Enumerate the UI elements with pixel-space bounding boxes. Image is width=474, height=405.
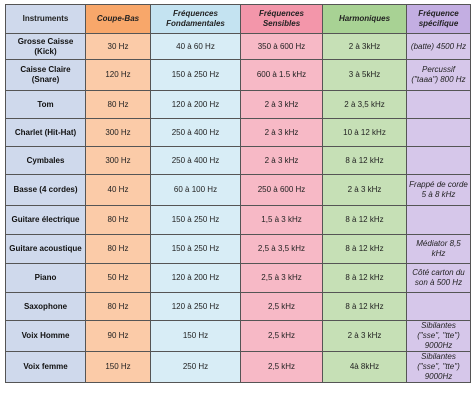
cell-fondamentales: 150 Hz bbox=[151, 321, 241, 352]
cell-harmoniques: 2 à 3kHz bbox=[323, 34, 407, 60]
cell-instrument: Grosse Caisse (Kick) bbox=[6, 34, 86, 60]
cell-sensibles: 350 à 600 Hz bbox=[241, 34, 323, 60]
header-instruments: Instruments bbox=[6, 5, 86, 34]
cell-specifique: Frappé de corde 5 à 8 kHz bbox=[407, 175, 471, 206]
cell-instrument: Basse (4 cordes) bbox=[6, 175, 86, 206]
header-sensibles: Fréquences Sensibles bbox=[241, 5, 323, 34]
cell-coupe-bas: 40 Hz bbox=[86, 175, 151, 206]
cell-specifique bbox=[407, 119, 471, 147]
cell-instrument: Voix Homme bbox=[6, 321, 86, 352]
cell-coupe-bas: 30 Hz bbox=[86, 34, 151, 60]
cell-sensibles: 2 à 3 kHz bbox=[241, 147, 323, 175]
table-row bbox=[6, 235, 471, 264]
frequency-table bbox=[5, 4, 471, 383]
cell-coupe-bas: 50 Hz bbox=[86, 264, 151, 293]
table-row bbox=[6, 206, 471, 235]
table-body bbox=[6, 34, 471, 383]
cell-harmoniques: 4à 8kHz bbox=[323, 352, 407, 383]
cell-fondamentales: 250 Hz bbox=[151, 352, 241, 383]
cell-specifique: Médiator 8,5 kHz bbox=[407, 235, 471, 264]
table-row bbox=[6, 91, 471, 119]
cell-fondamentales: 120 à 250 Hz bbox=[151, 293, 241, 321]
cell-harmoniques: 2 à 3 kHz bbox=[323, 321, 407, 352]
cell-coupe-bas: 300 Hz bbox=[86, 119, 151, 147]
cell-specifique: Sibilantes ("sse", "tte") 9000Hz bbox=[407, 352, 471, 383]
cell-coupe-bas: 120 Hz bbox=[86, 60, 151, 91]
cell-specifique bbox=[407, 206, 471, 235]
cell-harmoniques: 8 à 12 kHz bbox=[323, 206, 407, 235]
table-row bbox=[6, 264, 471, 293]
table-row bbox=[6, 321, 471, 352]
table-row bbox=[6, 34, 471, 60]
cell-harmoniques: 8 à 12 kHz bbox=[323, 293, 407, 321]
cell-sensibles: 2,5 à 3,5 kHz bbox=[241, 235, 323, 264]
cell-instrument: Guitare électrique bbox=[6, 206, 86, 235]
cell-coupe-bas: 80 Hz bbox=[86, 293, 151, 321]
cell-fondamentales: 120 à 200 Hz bbox=[151, 91, 241, 119]
cell-specifique: Percussif ("taaa") 800 Hz bbox=[407, 60, 471, 91]
cell-harmoniques: 8 à 12 kHz bbox=[323, 235, 407, 264]
cell-sensibles: 2 à 3 kHz bbox=[241, 91, 323, 119]
header-specifique: Fréquence spécifique bbox=[407, 5, 471, 34]
cell-sensibles: 2,5 à 3 kHz bbox=[241, 264, 323, 293]
cell-instrument: Voix femme bbox=[6, 352, 86, 383]
cell-sensibles: 250 à 600 Hz bbox=[241, 175, 323, 206]
table-row bbox=[6, 119, 471, 147]
header-coupe-bas: Coupe-Bas bbox=[86, 5, 151, 34]
cell-specifique bbox=[407, 147, 471, 175]
cell-coupe-bas: 90 Hz bbox=[86, 321, 151, 352]
cell-fondamentales: 40 à 60 Hz bbox=[151, 34, 241, 60]
header-fondamentales: Fréquences Fondamentales bbox=[151, 5, 241, 34]
cell-sensibles: 2,5 kHz bbox=[241, 321, 323, 352]
cell-instrument: Tom bbox=[6, 91, 86, 119]
table-row bbox=[6, 293, 471, 321]
table-row bbox=[6, 60, 471, 91]
cell-harmoniques: 2 à 3 kHz bbox=[323, 175, 407, 206]
cell-fondamentales: 120 à 200 Hz bbox=[151, 264, 241, 293]
cell-fondamentales: 250 à 400 Hz bbox=[151, 119, 241, 147]
cell-fondamentales: 250 à 400 Hz bbox=[151, 147, 241, 175]
cell-coupe-bas: 80 Hz bbox=[86, 91, 151, 119]
cell-instrument: Caisse Claire (Snare) bbox=[6, 60, 86, 91]
cell-instrument: Piano bbox=[6, 264, 86, 293]
cell-coupe-bas: 80 Hz bbox=[86, 206, 151, 235]
table-row bbox=[6, 352, 471, 383]
cell-fondamentales: 60 à 100 Hz bbox=[151, 175, 241, 206]
cell-sensibles: 2 à 3 kHz bbox=[241, 119, 323, 147]
cell-sensibles: 600 à 1.5 kHz bbox=[241, 60, 323, 91]
cell-harmoniques: 8 à 12 kHz bbox=[323, 264, 407, 293]
cell-instrument: Saxophone bbox=[6, 293, 86, 321]
cell-fondamentales: 150 à 250 Hz bbox=[151, 235, 241, 264]
cell-instrument: Cymbales bbox=[6, 147, 86, 175]
cell-fondamentales: 150 à 250 Hz bbox=[151, 60, 241, 91]
cell-harmoniques: 10 à 12 kHz bbox=[323, 119, 407, 147]
cell-specifique: Côté carton du son à 500 Hz bbox=[407, 264, 471, 293]
cell-specifique: (batte) 4500 Hz bbox=[407, 34, 471, 60]
cell-sensibles: 2,5 kHz bbox=[241, 293, 323, 321]
cell-instrument: Charlet (Hit-Hat) bbox=[6, 119, 86, 147]
cell-specifique bbox=[407, 91, 471, 119]
cell-coupe-bas: 80 Hz bbox=[86, 235, 151, 264]
cell-instrument: Guitare acoustique bbox=[6, 235, 86, 264]
header-row bbox=[6, 5, 471, 34]
cell-sensibles: 2,5 kHz bbox=[241, 352, 323, 383]
cell-specifique: Sibilantes ("sse", "tte") 9000Hz bbox=[407, 321, 471, 352]
cell-specifique bbox=[407, 293, 471, 321]
cell-coupe-bas: 150 Hz bbox=[86, 352, 151, 383]
cell-sensibles: 1,5 à 3 kHz bbox=[241, 206, 323, 235]
table-row bbox=[6, 175, 471, 206]
cell-harmoniques: 8 à 12 kHz bbox=[323, 147, 407, 175]
header-harmoniques: Harmoniques bbox=[323, 5, 407, 34]
table-row bbox=[6, 147, 471, 175]
cell-coupe-bas: 300 Hz bbox=[86, 147, 151, 175]
cell-fondamentales: 150 à 250 Hz bbox=[151, 206, 241, 235]
cell-harmoniques: 2 à 3,5 kHz bbox=[323, 91, 407, 119]
cell-harmoniques: 3 à 5kHz bbox=[323, 60, 407, 91]
